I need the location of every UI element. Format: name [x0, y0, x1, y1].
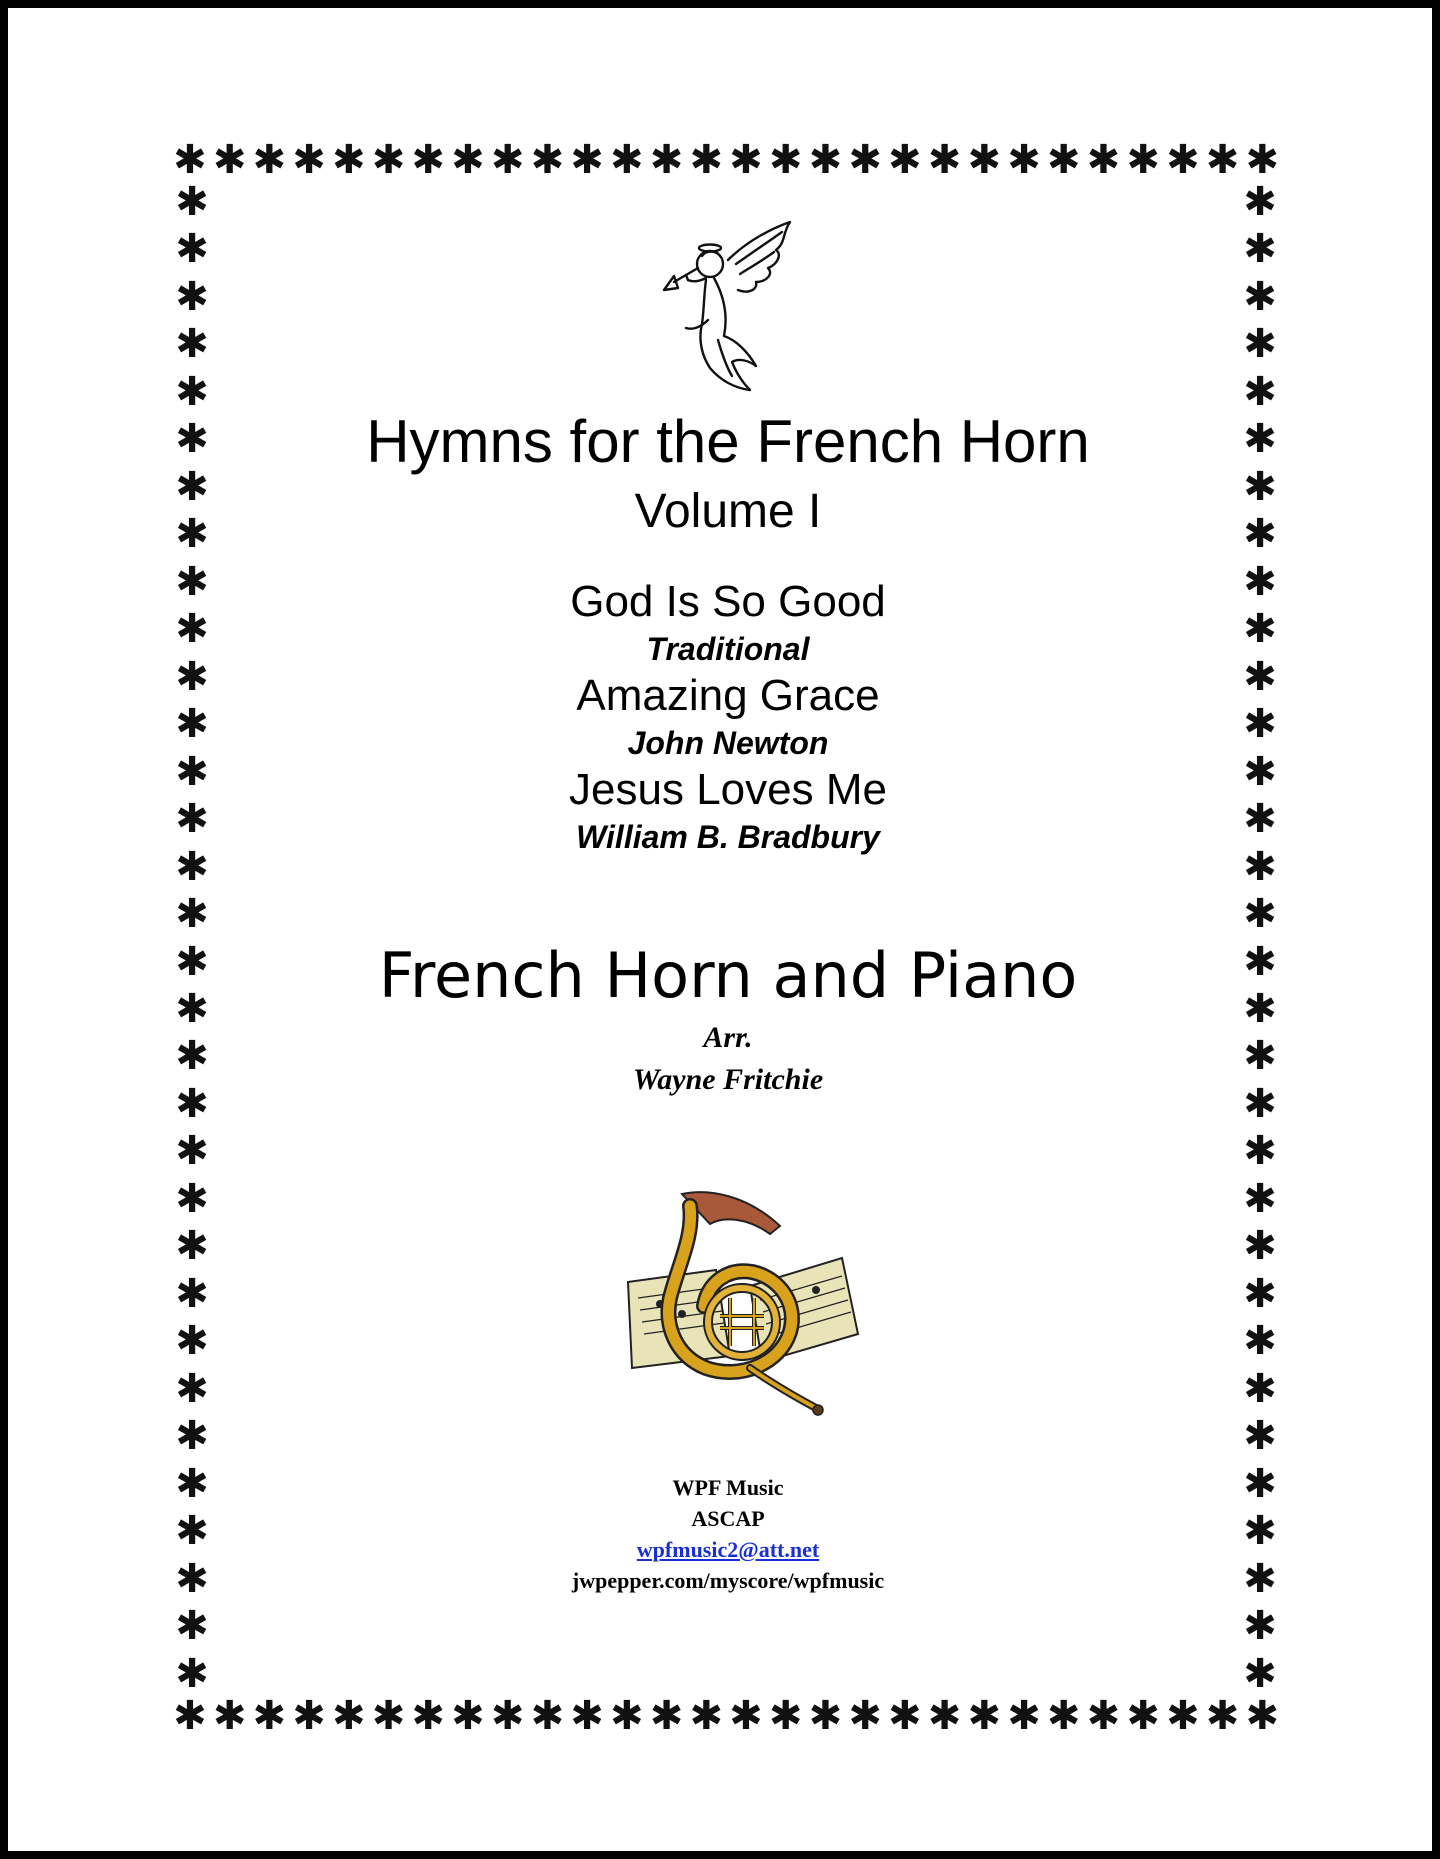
- star-ornament-icon: ✱: [175, 1460, 209, 1507]
- star-ornament-icon: ✱: [1243, 368, 1277, 415]
- star-ornament-icon: ✱: [848, 137, 882, 183]
- star-ornament-icon: ✱: [1166, 137, 1200, 183]
- star-ornament-icon: ✱: [570, 137, 604, 183]
- hymn-author: Traditional: [646, 631, 810, 667]
- star-ornament-icon: ✱: [175, 701, 209, 748]
- star-ornament-icon: ✱: [173, 1693, 207, 1739]
- star-ornament-icon: ✱: [1243, 1318, 1277, 1365]
- star-ornament-icon: ✱: [175, 1223, 209, 1270]
- star-ornament-icon: ✱: [888, 1693, 922, 1739]
- star-ornament-icon: ✱: [1243, 796, 1277, 843]
- star-ornament-icon: ✱: [530, 1693, 565, 1739]
- hymn-title: Jesus Loves Me: [569, 765, 887, 814]
- star-ornament-icon: ✱: [175, 1413, 209, 1460]
- star-ornament-icon: ✱: [768, 1693, 803, 1739]
- performing-rights-society: ASCAP: [691, 1506, 765, 1531]
- star-border-bottom: [170, 1694, 1282, 1738]
- star-ornament-icon: ✱: [1243, 1080, 1277, 1127]
- star-ornament-icon: ✱: [175, 1080, 209, 1127]
- star-ornament-icon: ✱: [1243, 1270, 1277, 1317]
- star-ornament-icon: ✱: [175, 938, 209, 985]
- star-ornament-icon: ✱: [371, 137, 406, 183]
- star-ornament-icon: ✱: [175, 273, 209, 320]
- star-ornament-icon: ✱: [1243, 606, 1277, 653]
- star-ornament-icon: ✱: [1243, 985, 1277, 1032]
- star-ornament-icon: ✱: [175, 321, 209, 368]
- star-ornament-icon: ✱: [1243, 511, 1277, 558]
- star-ornament-icon: ✱: [1243, 1365, 1277, 1412]
- star-ornament-icon: ✱: [331, 1693, 366, 1739]
- star-ornament-icon: ✱: [1205, 1693, 1240, 1739]
- star-ornament-icon: ✱: [967, 137, 1001, 183]
- star-ornament-icon: ✱: [1243, 843, 1277, 890]
- star-ornament-icon: ✱: [1243, 273, 1277, 320]
- star-ornament-icon: ✱: [1243, 1128, 1277, 1175]
- star-ornament-icon: ✱: [848, 1693, 882, 1739]
- star-ornament-icon: ✱: [1243, 1508, 1277, 1555]
- star-ornament-icon: ✱: [411, 137, 445, 183]
- volume-label: Volume I: [634, 485, 822, 538]
- star-ornament-icon: ✱: [175, 558, 209, 605]
- star-ornament-icon: ✱: [1243, 653, 1277, 700]
- email-link[interactable]: wpfmusic2@att.net: [636, 1537, 820, 1562]
- star-ornament-icon: ✱: [175, 985, 209, 1032]
- star-ornament-icon: ✱: [729, 1693, 763, 1739]
- star-ornament-icon: ✱: [1243, 463, 1277, 510]
- star-ornament-icon: ✱: [212, 137, 247, 183]
- star-ornament-icon: ✱: [175, 1603, 209, 1650]
- website-url: jwpepper.com/myscore/wpfmusic: [571, 1568, 885, 1593]
- star-ornament-icon: ✱: [252, 137, 287, 183]
- star-ornament-icon: ✱: [175, 606, 209, 653]
- star-ornament-icon: ✱: [1243, 891, 1277, 938]
- star-ornament-icon: ✱: [331, 137, 366, 183]
- star-ornament-icon: ✱: [451, 1693, 485, 1739]
- star-ornament-icon: ✱: [1243, 701, 1277, 748]
- star-ornament-icon: ✱: [175, 463, 209, 510]
- arranged-by-label: Arr.: [703, 1021, 753, 1054]
- star-ornament-icon: ✱: [1243, 558, 1277, 605]
- star-ornament-icon: ✱: [1007, 1693, 1041, 1739]
- star-ornament-icon: ✱: [1205, 137, 1240, 183]
- star-ornament-icon: ✱: [1245, 1693, 1280, 1739]
- star-ornament-icon: ✱: [1046, 137, 1081, 183]
- star-ornament-icon: ✱: [175, 1033, 209, 1080]
- star-ornament-icon: ✱: [175, 1318, 209, 1365]
- star-ornament-icon: ✱: [1243, 416, 1277, 463]
- star-ornament-icon: ✱: [927, 137, 962, 183]
- star-ornament-icon: ✱: [1243, 1413, 1277, 1460]
- star-ornament-icon: ✱: [175, 179, 209, 225]
- star-ornament-icon: ✱: [1046, 1693, 1081, 1739]
- star-ornament-icon: ✱: [175, 226, 209, 273]
- star-ornament-icon: ✱: [175, 1128, 209, 1175]
- star-ornament-icon: ✱: [610, 137, 644, 183]
- star-ornament-icon: ✱: [1243, 226, 1277, 273]
- star-ornament-icon: ✱: [173, 137, 207, 183]
- star-ornament-icon: ✱: [530, 137, 565, 183]
- hymn-list: [228, 576, 1228, 858]
- star-ornament-icon: ✱: [689, 1693, 723, 1739]
- french-horn-icon: [620, 1186, 866, 1422]
- hymn-title: God Is So Good: [570, 577, 886, 626]
- star-ornament-icon: ✱: [1086, 1693, 1121, 1739]
- star-ornament-icon: ✱: [808, 1693, 843, 1739]
- star-ornament-icon: ✱: [1243, 1033, 1277, 1080]
- publisher-name: WPF Music: [672, 1475, 784, 1500]
- star-ornament-icon: ✱: [175, 891, 209, 938]
- star-ornament-icon: ✱: [212, 1693, 247, 1739]
- star-border-top: [170, 138, 1282, 182]
- star-ornament-icon: ✱: [175, 1555, 209, 1602]
- star-ornament-icon: ✱: [967, 1693, 1001, 1739]
- star-ornament-icon: ✱: [175, 1650, 209, 1697]
- star-ornament-icon: ✱: [1243, 1223, 1277, 1270]
- star-ornament-icon: ✱: [1243, 321, 1277, 368]
- star-ornament-icon: ✱: [927, 1693, 962, 1739]
- hymn-author: John Newton: [627, 725, 829, 761]
- star-ornament-icon: ✱: [175, 1508, 209, 1555]
- star-ornament-icon: ✱: [768, 137, 803, 183]
- star-ornament-icon: ✱: [490, 1693, 525, 1739]
- star-ornament-icon: ✱: [371, 1693, 406, 1739]
- list-item: [228, 576, 1228, 670]
- star-ornament-icon: ✱: [490, 137, 525, 183]
- star-ornament-icon: ✱: [649, 1693, 684, 1739]
- star-ornament-icon: ✱: [292, 1693, 326, 1739]
- star-ornament-icon: ✱: [175, 653, 209, 700]
- star-ornament-icon: ✱: [175, 1365, 209, 1412]
- star-border-left: [170, 179, 214, 1697]
- cover-page: [8, 8, 1432, 1851]
- star-ornament-icon: ✱: [1245, 137, 1280, 183]
- page-title: Hymns for the French Horn: [366, 408, 1090, 475]
- star-ornament-icon: ✱: [1243, 748, 1277, 795]
- star-ornament-icon: ✱: [1086, 137, 1121, 183]
- hymn-author: William B. Bradbury: [576, 819, 880, 855]
- star-ornament-icon: ✱: [1243, 1603, 1277, 1650]
- publisher-info: [228, 1472, 1228, 1596]
- star-ornament-icon: ✱: [1243, 1555, 1277, 1602]
- star-ornament-icon: ✱: [1007, 137, 1041, 183]
- arranger-name: Wayne Fritchie: [632, 1063, 824, 1096]
- hymn-title: Amazing Grace: [576, 671, 880, 720]
- star-ornament-icon: ✱: [570, 1693, 604, 1739]
- star-ornament-icon: ✱: [1243, 179, 1277, 225]
- instrumentation-heading: French Horn and Piano: [378, 939, 1078, 1012]
- star-ornament-icon: ✱: [1243, 938, 1277, 985]
- star-ornament-icon: ✱: [175, 368, 209, 415]
- star-ornament-icon: ✱: [1166, 1693, 1200, 1739]
- star-ornament-icon: ✱: [175, 796, 209, 843]
- star-ornament-icon: ✱: [411, 1693, 445, 1739]
- star-ornament-icon: ✱: [689, 137, 723, 183]
- star-ornament-icon: ✱: [649, 137, 684, 183]
- star-ornament-icon: ✱: [610, 1693, 644, 1739]
- star-ornament-icon: ✱: [175, 416, 209, 463]
- star-ornament-icon: ✱: [252, 1693, 287, 1739]
- list-item: [228, 670, 1228, 764]
- star-ornament-icon: ✱: [175, 511, 209, 558]
- star-ornament-icon: ✱: [888, 137, 922, 183]
- star-ornament-icon: ✱: [175, 843, 209, 890]
- star-ornament-icon: ✱: [292, 137, 326, 183]
- star-ornament-icon: ✱: [1243, 1460, 1277, 1507]
- list-item: [228, 764, 1228, 858]
- angel-icon: [658, 220, 798, 400]
- star-ornament-icon: ✱: [175, 1175, 209, 1222]
- star-ornament-icon: ✱: [175, 748, 209, 795]
- star-ornament-icon: ✱: [729, 137, 763, 183]
- star-ornament-icon: ✱: [175, 1270, 209, 1317]
- star-ornament-icon: ✱: [1243, 1175, 1277, 1222]
- star-ornament-icon: ✱: [1243, 1650, 1277, 1697]
- star-ornament-icon: ✱: [808, 137, 843, 183]
- star-ornament-icon: ✱: [451, 137, 485, 183]
- star-border-right: [1238, 179, 1282, 1697]
- star-ornament-icon: ✱: [1126, 137, 1160, 183]
- star-ornament-icon: ✱: [1126, 1693, 1160, 1739]
